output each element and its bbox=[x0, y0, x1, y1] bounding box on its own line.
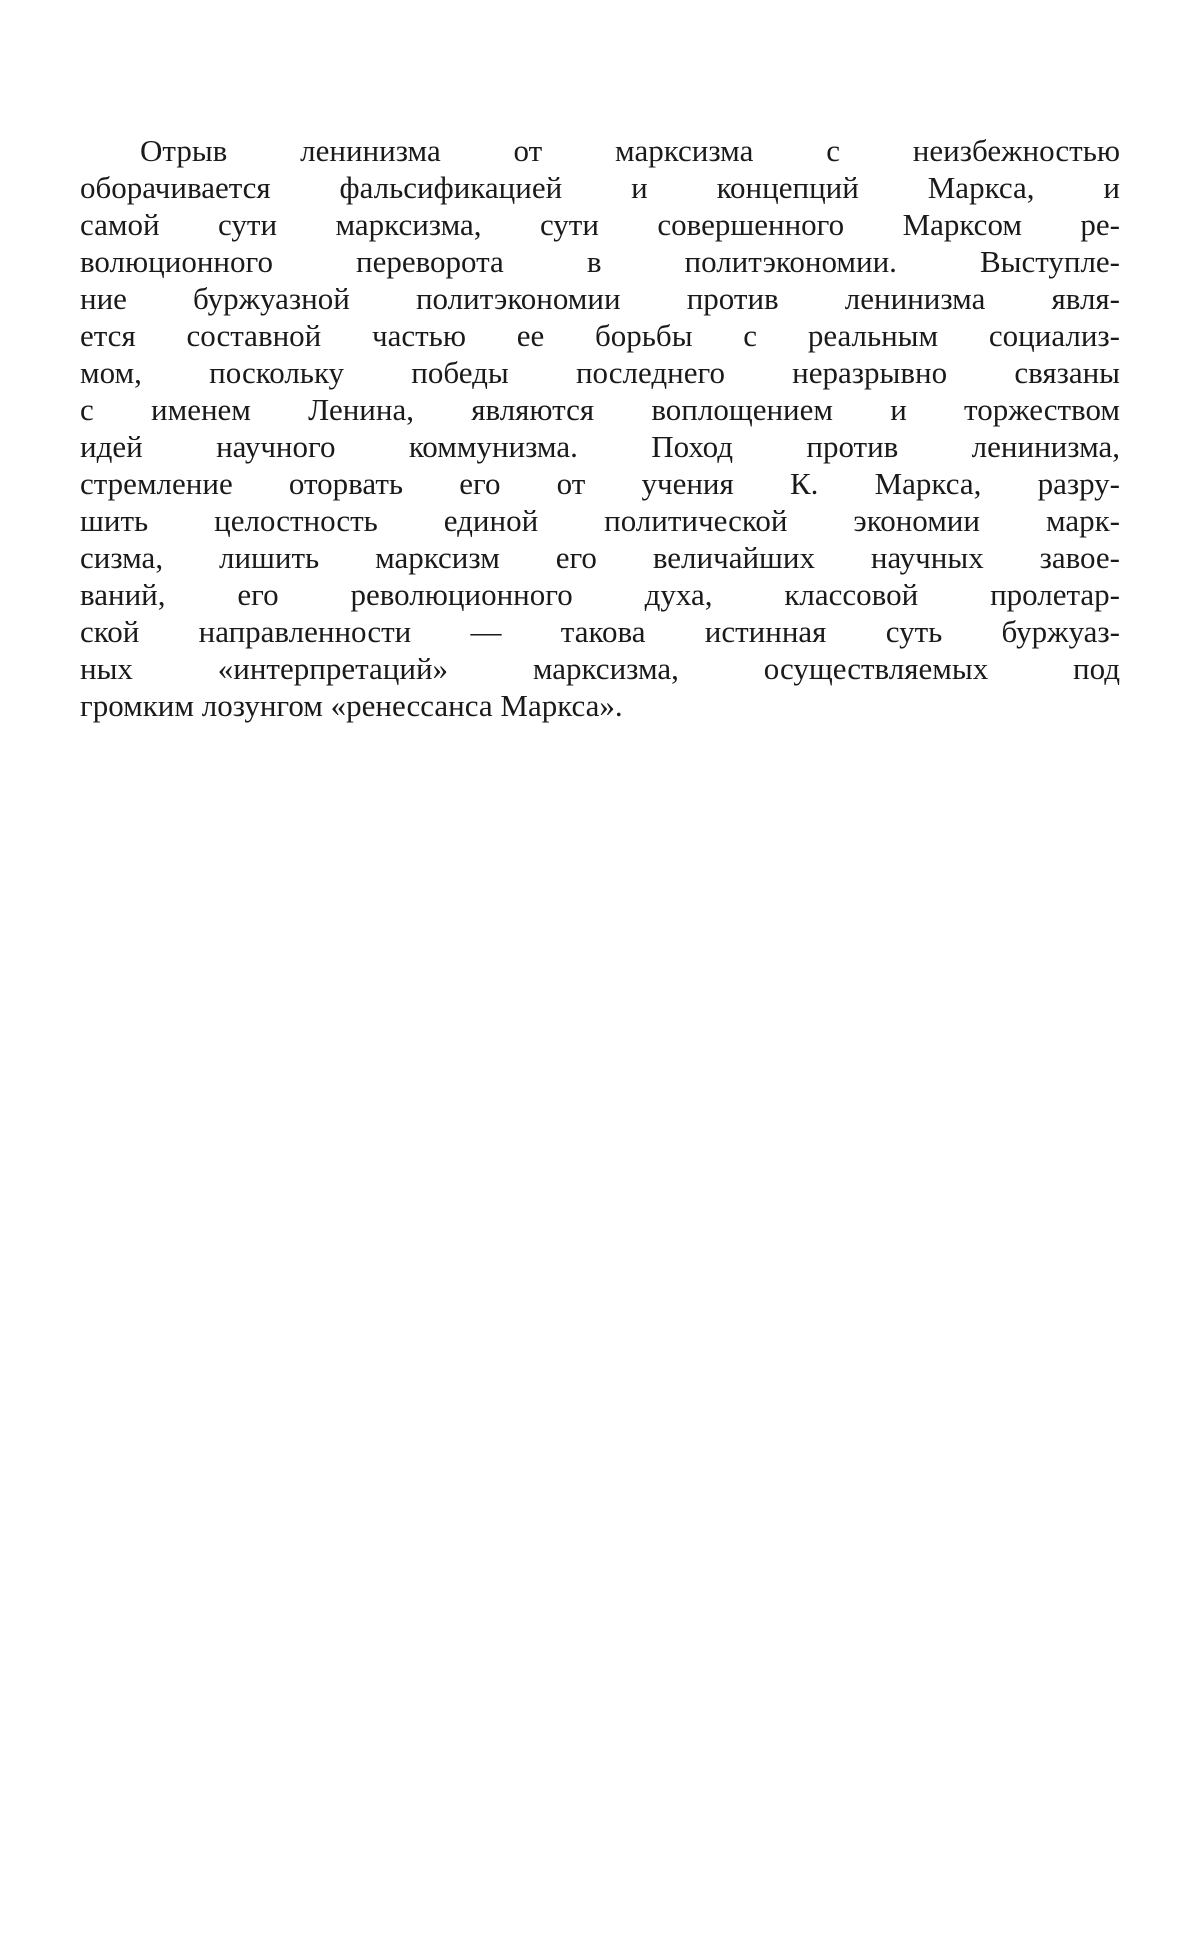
text-line: сизма, лишить марксизм его величайших научных завое- bbox=[80, 540, 1120, 575]
body-paragraph bbox=[80, 132, 1120, 724]
text-line: Отрыв ленинизма от марксизма с неизбежностью bbox=[140, 133, 1120, 168]
text-line: самой сути марксизма, сути совершенного Марксом ре- bbox=[80, 207, 1120, 242]
text-line: ние буржуазной политэкономии против ленинизма явля- bbox=[80, 281, 1120, 316]
text-line: шить целостность единой политической экономии марк- bbox=[80, 503, 1120, 538]
text-line: с именем Ленина, являются воплощением и торжеством bbox=[80, 392, 1120, 427]
text-line: ных «интерпретаций» марксизма, осуществляемых под bbox=[80, 651, 1120, 686]
text-line: ской направленности — такова истинная суть буржуаз- bbox=[80, 614, 1120, 649]
text-line: ется составной частью ее борьбы с реальным социализ- bbox=[80, 318, 1120, 353]
text-line: ваний, его революционного духа, классовой пролетар- bbox=[80, 577, 1120, 612]
text-line: волюционного переворота в политэкономии. Выступле- bbox=[80, 244, 1120, 279]
text-line: мом, поскольку победы последнего неразрывно связаны bbox=[80, 355, 1120, 390]
text-line: идей научного коммунизма. Поход против ленинизма, bbox=[80, 429, 1120, 464]
text-line: оборачивается фальсификацией и концепций Маркса, и bbox=[80, 170, 1120, 205]
text-line: стремление оторвать его от учения К. Маркса, разру- bbox=[80, 466, 1120, 501]
text-line: громким лозунгом «ренессанса Маркса». bbox=[80, 688, 623, 723]
